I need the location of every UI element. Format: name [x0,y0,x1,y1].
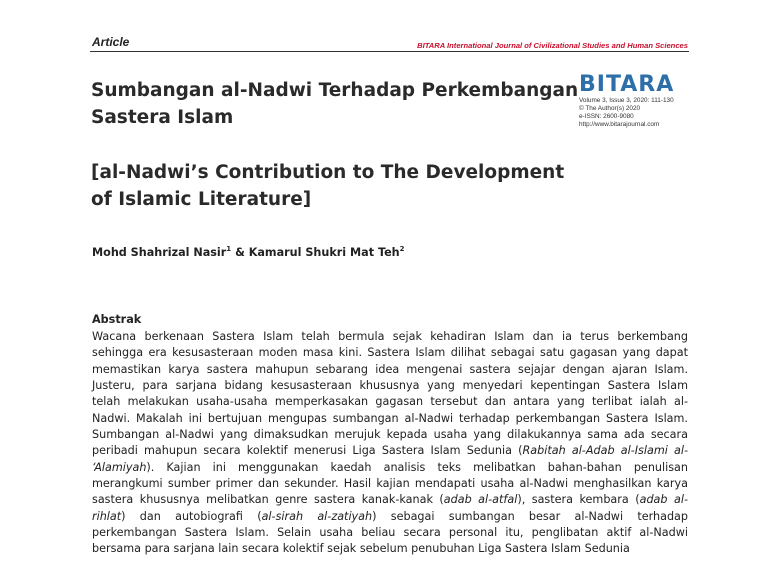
title-malay-line: Sastera Islam [91,107,234,128]
abstract-line [92,378,688,394]
journal-brand [579,73,694,129]
abstract-text: Wacana berkenaan Sastera Islam telah bermula sejak kehadiran Islam dan ia terus berkembang [92,330,688,343]
abstract-line [92,476,688,492]
abstract-heading: Abstrak [92,313,142,326]
abstract-italic-term: adab al- [639,493,688,507]
title-english [91,159,565,213]
abstract-italic-term: ‘Alamiyah [92,460,147,474]
abstract-line [92,509,688,525]
abstract-italic-term: rihlat [92,509,122,523]
abstract-line [92,345,688,361]
abstract-line [92,492,688,508]
title-malay-line: Sumbangan al-Nadwi Terhadap Perkembangan [91,80,579,101]
abstract-text: ) dan autobiografi ( [121,509,262,523]
abstract-line [92,411,688,427]
abstract-line [92,329,688,345]
abstract-text: Nadwi. Makalah ini bertujuan mengupas sumbangan al-Nadwi terhadap perkembangan Sastera Islam. [92,411,688,425]
title-english-line: of Islamic Literature] [91,189,312,210]
abstract-line [92,443,688,459]
abstract-text: sehingga era kesusasteraan moden masa kini. Sastera Islam dilihat sebagai satu gagasan yang dapat [92,346,688,360]
abstract-text: ). Kajian ini menggunakan kaedah analisis teks melibatkan bahan-bahan penulisan [146,460,688,474]
abstract-text: ), sastera kembara ( [517,493,640,507]
abstract-line [92,362,688,378]
abstract-text: Sumbangan al-Nadwi yang dimaksudkan merujuk kepada usaha yang dilakukannya sama ada secara [92,428,688,442]
abstract-italic-term: adab al-atfal [443,493,518,507]
bitara-logo: BITARA [579,72,675,97]
author-affiliation-mark: 1 [226,245,232,253]
author-separator: & [231,246,249,259]
volume-info: Volume 3, Issue 3, 2020: 111-130 [579,97,674,104]
header-divider [90,51,689,52]
journal-name: BITARA International Journal of Civilizational Studies and Human Sciences [417,41,688,50]
author-affiliation-mark: 2 [399,245,405,253]
abstract-line [92,541,688,557]
abstract-line [92,394,688,410]
article-section-label: Article [92,35,130,49]
copyright-info: © The Author(s) 2020 [579,105,641,112]
author-list [92,245,405,259]
abstract-text: merangkumi sumber primer dan sekunder. Hasil kajian mendapati usaha al-Nadwi menghasilkan karya [92,477,688,491]
abstract-line [92,525,688,541]
abstract-text: bersama para sarjana lain secara kolektif sejak sebelum penubuhan Liga Sastera Islam Sedunia [92,542,630,556]
title-english-line: [al-Nadwi’s Contribution to The Development [91,162,565,183]
abstract-line [92,427,688,443]
abstract-text: memastikan karya sastera mahupun sebarang idea mengenai sastera sejajar dengan ajaran Islam. [92,362,688,376]
abstract-text: telah melakukan usaha-usaha memperkasakan gagasan tersebut dan antara yang terlibat ialah al- [92,395,688,409]
title-malay [91,77,579,131]
author-name: Mohd Shahrizal Nasir [92,246,227,259]
abstract-text: peribadi mahupun secara kolektif menerusi Liga Sastera Islam Sedunia ( [92,444,523,458]
abstract-line [92,460,688,476]
abstract-body [92,329,688,558]
abstract-text: Justeru, para sarjana bidang kesusasteraan khususnya yang menyedari kepentingan Sastera Islam [92,379,688,393]
issn-info: e-ISSN: 2600-9080 [579,113,634,120]
abstract-text: sastera khususnya melibatkan genre sastera kanak-kanak ( [92,493,444,507]
abstract-italic-term: al-sirah al-zatiyah [261,509,373,523]
author-name: Kamarul Shukri Mat Teh [248,246,400,259]
journal-url[interactable]: http://www.bitarajournal.com [579,121,660,128]
abstract-text: ) sebagai sumbangan besar al-Nadwi terhadap [372,509,688,523]
abstract-italic-term: Rabitah al-Adab al-Islami al- [522,444,689,458]
abstract-text: perkembangan Sastera Islam. Selain usaha beliau secara personal itu, penglibatan aktif al-Nadwi [92,526,688,540]
